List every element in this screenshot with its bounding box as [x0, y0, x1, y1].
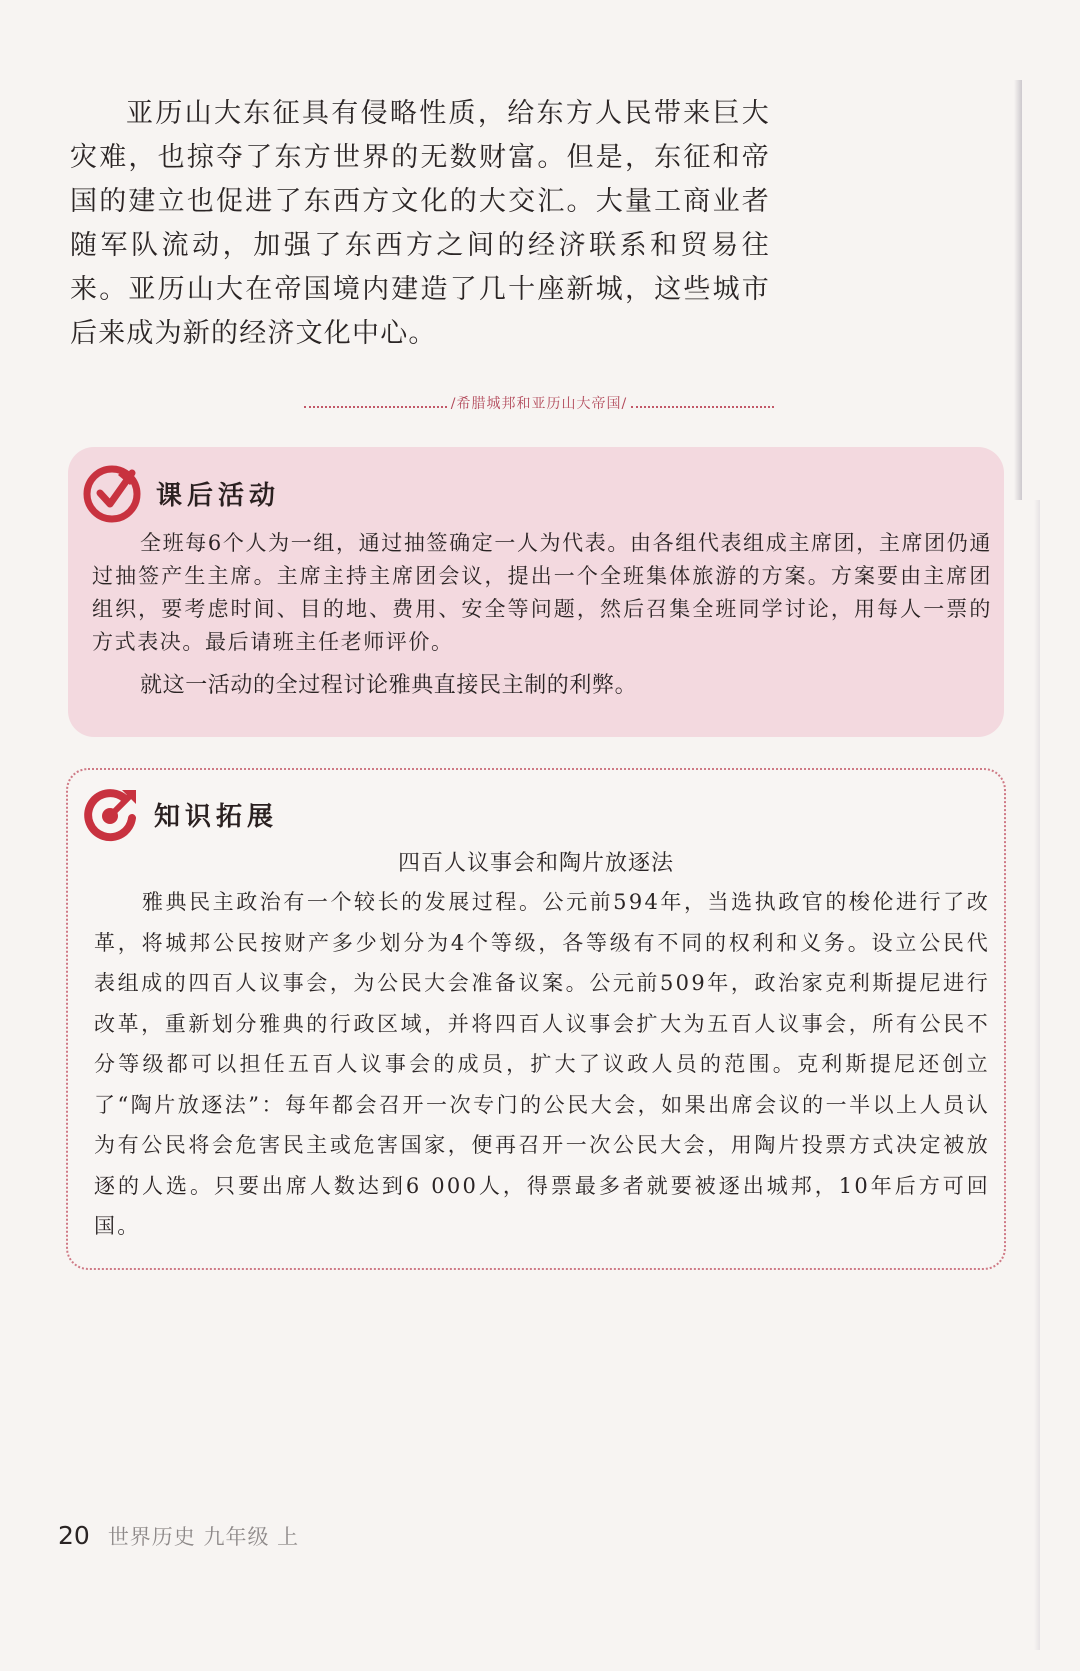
dotted-leader-right	[631, 398, 774, 408]
arrow-target-icon	[80, 784, 140, 844]
knowledge-expansion-box	[66, 768, 1006, 1270]
expansion-title: 知识拓展	[154, 801, 279, 832]
page-edge-shadow-lower	[1034, 500, 1040, 1650]
book-title: 世界历史 九年级 上	[107, 1525, 300, 1549]
activity-title: 课后活动	[156, 480, 281, 511]
after-class-activity-box	[68, 447, 1004, 737]
page-number: 20	[58, 1521, 90, 1550]
expansion-text: 雅典民主政治有一个较长的发展过程。公元前594年，当选执政官的梭伦进行了改革，将城邦公民按财产多少划分为4个等级，各等级有不同的权利和义务。设立公民代表组成的四百人议事会，为公民大会准备议案。公元前509年，政治家克利斯提尼进行改革，重新划分雅典的行政区域，并将四百人议事会扩大为五百人议事会，所有公民不分等级都可以担任五百人议事会的成员，扩大了议政人员的范围。克利斯提尼还创立了“陶片放逐法”：每年都会召开一次专门的公民大会，如果出席会议的一半以上人员认为有公民将会危害民主或危害国家，便再召开一次公民大会，用陶片投票方式决定被放逐的人选。只要出席人数达到6 000人，得票最多者就要被逐出城邦，10年后方可回国。	[94, 890, 990, 1238]
expansion-header	[80, 784, 278, 844]
page-footer	[58, 1521, 299, 1551]
activity-question: 就这一活动的全过程讨论雅典直接民主制的利弊。	[140, 673, 638, 698]
activity-description: 全班每6个人为一组，通过抽签确定一人为代表。由各组代表组成主席团，主席团仍通过抽签产生主席。主席主持主席团会议，提出一个全班集体旅游的方案。方案要由主席团组织，要考虑时间、目的地、费用、安全等问题，然后召集全班同学讨论，用每人一票的方式表决。最后请班主任老师评价。	[92, 531, 992, 654]
page-edge-shadow	[1014, 80, 1022, 500]
section-reference-label: /希腊城邦和亚历山大帝国/	[450, 396, 628, 412]
section-reference	[300, 393, 778, 413]
pencil-check-icon	[82, 463, 142, 523]
intro-paragraph: 亚历山大东征具有侵略性质，给东方人民带来巨大灾难，也掠夺了东方世界的无数财富。但是，东征和帝国的建立也促进了东西方文化的大交汇。大量工商业者随军队流动，加强了东西方之间的经济联系和贸易往来。亚历山大在帝国境内建造了几十座新城，这些城市后来成为新的经济文化中心。	[70, 98, 770, 349]
activity-header	[82, 463, 280, 523]
dotted-leader-left	[304, 398, 447, 408]
expansion-subtitle: 四百人议事会和陶片放逐法	[397, 851, 674, 876]
